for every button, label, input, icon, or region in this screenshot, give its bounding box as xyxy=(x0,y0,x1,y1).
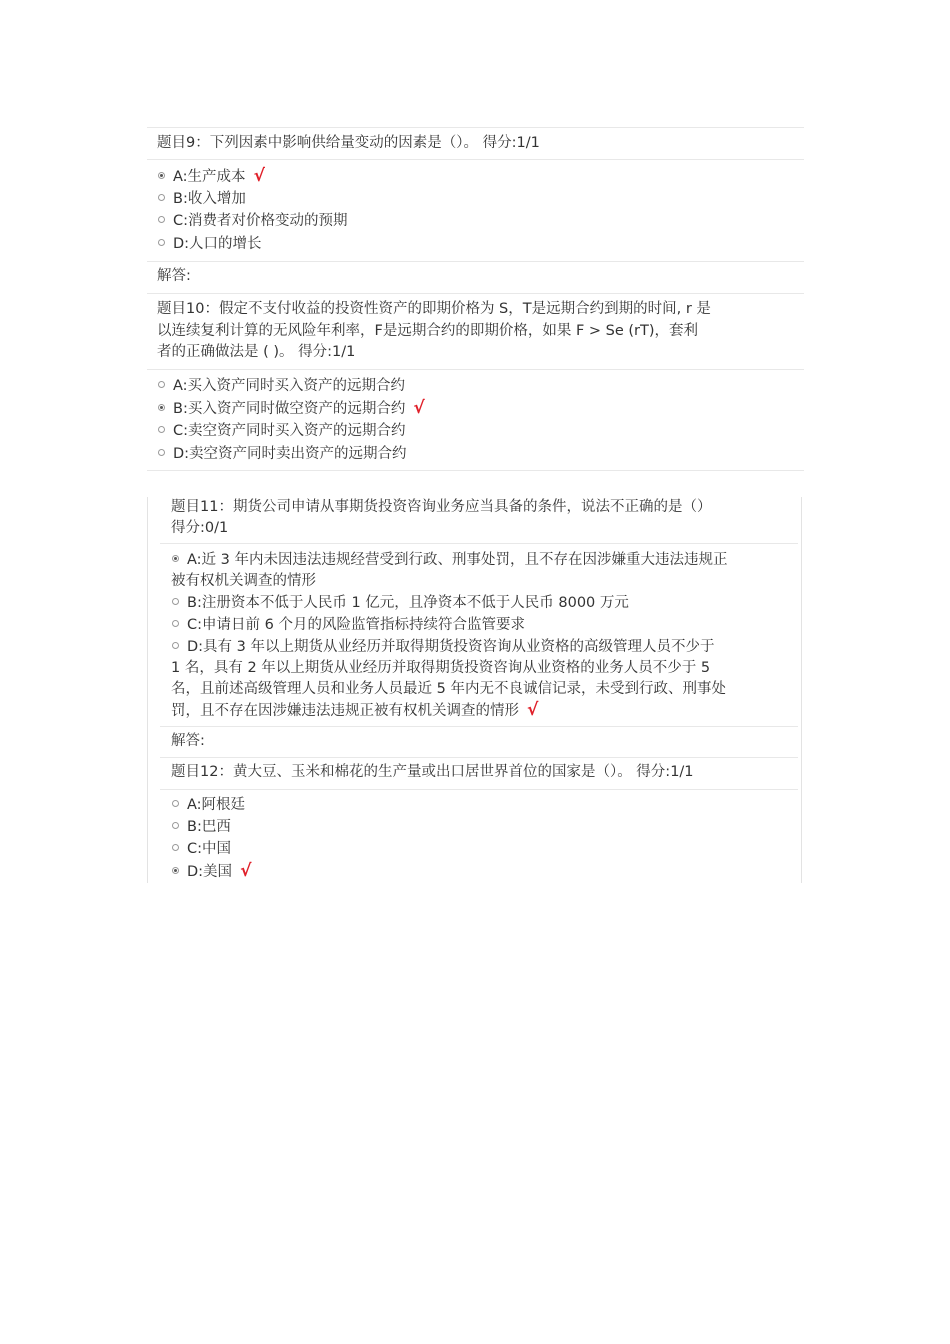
question-11-title-line-1: 题目11：期货公司申请从事期货投资咨询业务应当具备的条件，说法不正确的是（） xyxy=(171,499,712,515)
radio-icon[interactable] xyxy=(158,449,165,456)
q11-option-b[interactable] xyxy=(172,592,629,614)
q10-option-a[interactable] xyxy=(158,375,405,397)
radio-icon[interactable] xyxy=(158,194,165,201)
radio-icon[interactable] xyxy=(172,822,179,829)
q12-option-b[interactable] xyxy=(172,816,231,838)
q9-option-a[interactable] xyxy=(158,165,265,187)
option-label: C:卖空资产同时买入资产的远期合约 xyxy=(173,423,406,439)
radio-icon[interactable] xyxy=(172,598,179,605)
option-label: A:近 3 年内未因违法违规经营受到行政、刑事处罚，且不存在因涉嫌重大违法违规正 xyxy=(187,552,728,568)
option-label: A:生产成本 xyxy=(173,169,246,185)
q10-option-d[interactable] xyxy=(158,443,407,465)
option-label: D:具有 3 年以上期货从业经历并取得期货投资咨询从业资格的高级管理人员不少于 xyxy=(187,639,715,655)
q10-option-c[interactable] xyxy=(158,420,406,442)
radio-icon[interactable] xyxy=(158,381,165,388)
option-label: B:收入增加 xyxy=(173,191,246,207)
option-label: A:买入资产同时买入资产的远期合约 xyxy=(173,378,406,394)
q9-option-b[interactable] xyxy=(158,188,246,210)
q12-option-a[interactable] xyxy=(172,794,245,816)
radio-icon[interactable] xyxy=(158,239,165,246)
q11-option-d[interactable] xyxy=(172,636,715,658)
correct-check-icon: √ xyxy=(253,166,265,186)
q12-option-d[interactable] xyxy=(172,860,251,882)
radio-icon[interactable] xyxy=(172,620,179,627)
radio-icon[interactable] xyxy=(158,216,165,223)
option-label: D:卖空资产同时卖出资产的远期合约 xyxy=(173,446,407,462)
option-label: B:买入资产同时做空资产的远期合约 xyxy=(173,401,406,417)
correct-check-icon: √ xyxy=(240,861,252,881)
radio-icon[interactable] xyxy=(172,642,179,649)
correct-check-icon: √ xyxy=(413,398,425,418)
radio-icon[interactable] xyxy=(172,844,179,851)
divider xyxy=(147,127,804,128)
divider xyxy=(160,757,798,758)
option-label: A:阿根廷 xyxy=(187,797,246,813)
question-10-title-line-2: 以连续复利计算的无风险年利率，F是远期合约的即期价格，如果 F > Se (rT)，套利 xyxy=(157,323,699,339)
option-label: 罚，且不存在因涉嫌违法违规正被有权机关调查的情形 xyxy=(171,703,519,719)
q9-option-d[interactable] xyxy=(158,233,262,255)
divider xyxy=(160,543,798,544)
divider xyxy=(160,789,798,790)
option-label: C:申请日前 6 个月的风险监管指标持续符合监管要求 xyxy=(187,617,525,633)
option-label: D:人口的增长 xyxy=(173,236,262,252)
divider xyxy=(147,369,804,370)
question-10-title-line-3: 者的正确做法是 ( )。 得分:1/1 xyxy=(157,344,356,360)
question-11-title-line-2: 得分:0/1 xyxy=(171,520,229,536)
divider xyxy=(147,261,804,262)
divider xyxy=(147,293,804,294)
q11-option-c[interactable] xyxy=(172,614,525,636)
radio-icon[interactable] xyxy=(158,426,165,433)
q11-option-d-continued-2: 名，且前述高级管理人员和业务人员最近 5 年内无不良诚信记录，未受到行政、刑事处 xyxy=(171,681,726,697)
frame-right-border xyxy=(801,497,802,883)
answer-label: 解答: xyxy=(171,733,205,749)
q10-option-b[interactable] xyxy=(158,397,425,419)
q12-option-c[interactable] xyxy=(172,838,231,860)
answer-label: 解答: xyxy=(157,268,191,284)
q11-option-d-continued-3 xyxy=(171,700,538,723)
correct-check-icon: √ xyxy=(527,700,539,720)
radio-selected-icon[interactable] xyxy=(158,172,165,179)
option-label: C:中国 xyxy=(187,841,232,857)
option-label: B:巴西 xyxy=(187,819,231,835)
frame-left-border xyxy=(147,497,148,883)
question-10-title-line-1: 题目10：假定不支付收益的投资性资产的即期价格为 S，T是远期合约到期的时间, r 是 xyxy=(157,301,711,317)
divider xyxy=(147,159,804,160)
question-9-title: 题目9：下列因素中影响供给量变动的因素是（）。 得分:1/1 xyxy=(157,135,540,151)
radio-selected-icon[interactable] xyxy=(172,555,179,562)
q11-option-a[interactable] xyxy=(172,549,728,571)
option-label: C:消费者对价格变动的预期 xyxy=(173,213,348,229)
radio-selected-icon[interactable] xyxy=(172,867,179,874)
divider xyxy=(160,726,798,727)
option-label: D:美国 xyxy=(187,864,233,880)
question-12-title: 题目12：黄大豆、玉米和棉花的生产量或出口居世界首位的国家是（）。 得分:1/1 xyxy=(171,764,694,780)
q9-option-c[interactable] xyxy=(158,210,348,232)
radio-selected-icon[interactable] xyxy=(158,404,165,411)
radio-icon[interactable] xyxy=(172,800,179,807)
divider xyxy=(147,470,804,471)
option-label: B:注册资本不低于人民币 1 亿元，且净资本不低于人民币 8000 万元 xyxy=(187,595,629,611)
q11-option-a-continued: 被有权机关调查的情形 xyxy=(171,573,316,589)
q11-option-d-continued-1: 1 名，具有 2 年以上期货从业经历并取得期货投资咨询从业资格的业务人员不少于 5 xyxy=(171,660,711,676)
